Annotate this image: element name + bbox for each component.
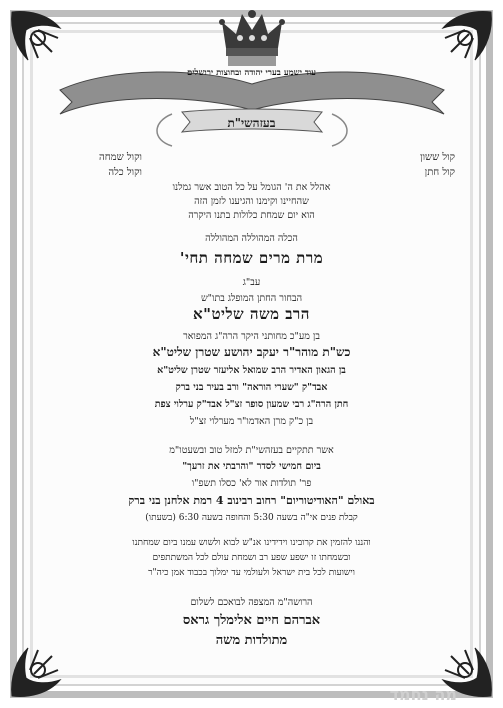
line-12: אבד"ק "שערי הוראה" ורב בעיר בני ברק [175, 382, 328, 393]
watermark: מה נחמד [389, 685, 457, 704]
bride-name: מרת מרים שמחה תחי' [179, 249, 324, 267]
time-line: קבלת פנים אי"ה בשעה 5:30 והחופה בשעה 6:30 (בשעתו) [145, 513, 358, 523]
line-4: הכלה המהוללה המהוללה [205, 233, 298, 244]
line-23: הרושה"מ המצפה לבואכם לשלום [190, 597, 313, 608]
signature-name: אברהם חיים אלימלך גראס [182, 613, 321, 628]
side-left-line: וקול כלה [108, 167, 142, 178]
side-right-line: קול ששון [419, 152, 455, 163]
signature-family: מתולדות משה [215, 633, 288, 648]
side-right [420, 150, 455, 180]
line-20: והננו להזמין את קרובינו וידידינו אנ"ש לבוא ולשוש עמנו ביום שמחתנו [132, 538, 371, 548]
line-14: בן כ"ק מרן האדמו"ר מערלוי זצ"ל [189, 416, 314, 427]
line-13: חתן הרה"ג רבי שמעון סופר זצ"ל אבד"ק ערלוי צפת [154, 399, 349, 410]
banner-verse: עוד ישמע בערי יהודה ובחוצות ירושלים [187, 68, 316, 78]
line-17: פר' תולדות אור לא' כסלו תשפ"ו [191, 478, 312, 489]
line-21: ובשמחתו זו ישפע שפע רב ושמחת עולם לכל המשתתפים [152, 553, 351, 563]
groom-name: הרב משה שליט"א [193, 305, 310, 323]
line-16: ביום חמישי לסדר "והרבתי את זרעך" [182, 461, 321, 472]
line-6: עב"ג [242, 277, 261, 288]
hall-line: באולם "האודיטוריום" רחוב רבינוב 4 רמת אלחנן בני ברק [128, 494, 375, 507]
line-3: הוא יום שמחת כלולות בתנו היקרה [188, 210, 315, 221]
line-22: וישועות לכל בית ישראל ולעולמי עד ימלוך בכבוד אמן כיה"ר [148, 568, 355, 578]
line-11: בן הגאון האדיר הרב שמואל אליעזר שטרן שליט"א [157, 365, 346, 376]
side-left-line: וקול שמחה [98, 152, 142, 163]
side-right-line: קול חתן [424, 167, 455, 178]
line-2: שהחיינו וקימנו והגיענו לזמן הזה [194, 196, 309, 207]
line-1: אהלל את ה' הגומל על כל הטוב אשר גמלנו [172, 182, 331, 193]
line-7: הבחור החתן המופלג בתו"ש [200, 293, 303, 304]
side-left [62, 150, 142, 180]
line-9: בן מע"כ מחותני היקר הרה"ג המפואר [183, 331, 320, 342]
line-10: כש"ת מוהר"ר יעקב יהושע שטרן שליט"א [152, 345, 351, 359]
line-15: אשר תתקיים בעזהשי"ת למזל טוב ובשעטו"מ [169, 445, 334, 456]
banner-label: בעזהשי"ת [227, 116, 276, 130]
